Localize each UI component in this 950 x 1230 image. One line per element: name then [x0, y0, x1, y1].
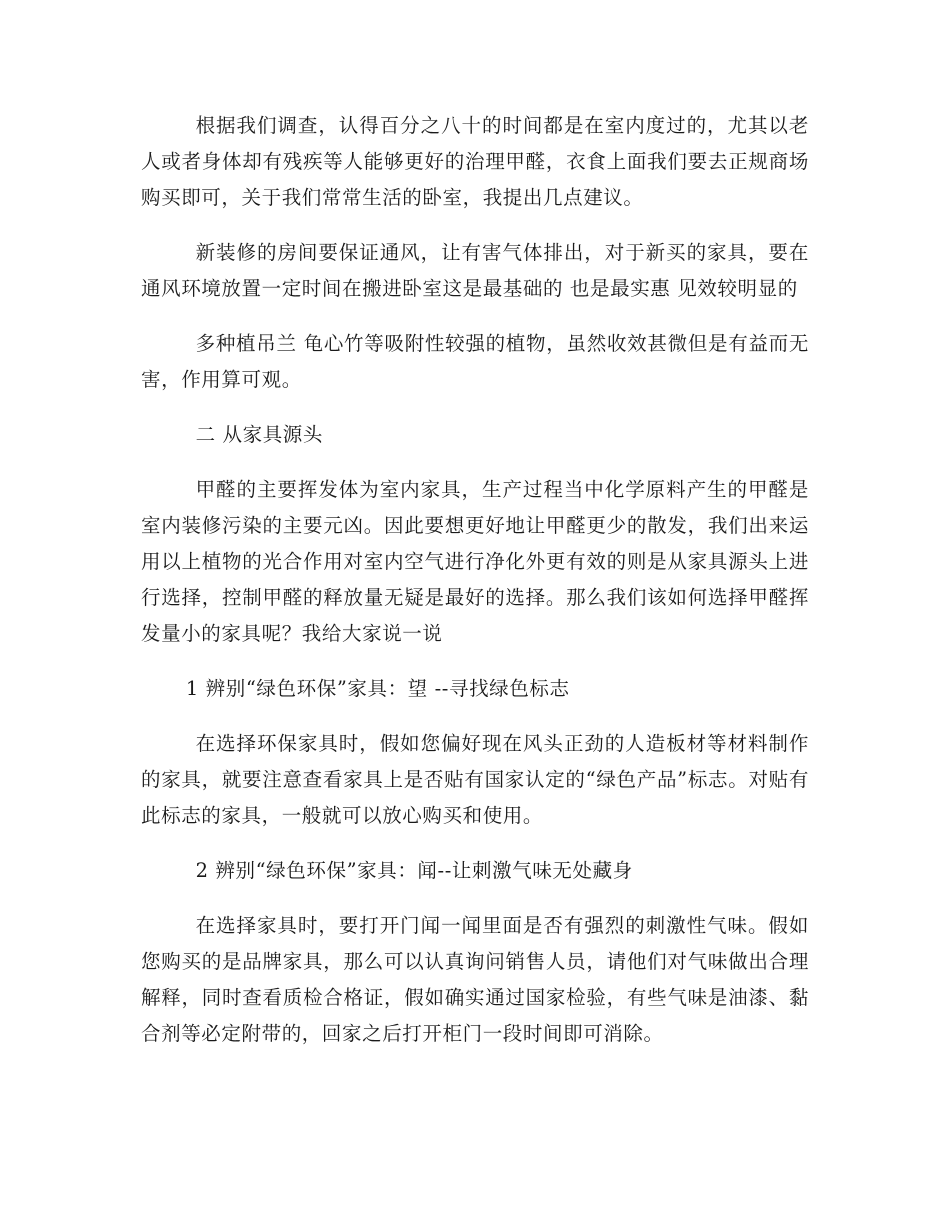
- paragraph-ventilation: 新装修的房间要保证通风，让有害气体排出，对于新买的家具，要在通风环境放置一定时间在搬进卧室这是最基础的 也是最实惠 见效较明显的: [141, 241, 809, 300]
- document-body: [141, 108, 809, 1071]
- subheading-look-green-label: 1 辨别“绿色环保”家具：望 --寻找绿色标志: [185, 677, 570, 700]
- paragraph-furniture-formaldehyde: 甲醛的主要挥发体为室内家具，生产过程当中化学原料产生的甲醛是室内装修污染的主要元凶。因此要想更好地让甲醛更少的散发，我们出来运用以上植物的光合作用对室内空气进行净化外更有效的则是从家具源头上进行选择，控制甲醛的释放量无疑是最好的选择。那么我们该如何选择甲醛挥发量小的家具呢？我给大家说一说: [141, 478, 809, 645]
- paragraph-survey: 根据我们调查，认得百分之八十的时间都是在室内度过的，尤其以老人或者身体却有残疾等人能够更好的治理甲醛，衣食上面我们要去正规商场购买即可，关于我们常常生活的卧室，我提出几点建议。: [141, 114, 809, 209]
- section-heading-furniture-source: 二 从家具源头: [195, 423, 323, 446]
- paragraph-green-label: 在选择环保家具时，假如您偏好现在风头正劲的人造板材等材料制作的家具，就要注意查看家具上是否贴有国家认定的“绿色产品”标志。对贴有此标志的家具，一般就可以放心购买和使用。: [141, 732, 809, 827]
- paragraph-plants: 多种植吊兰 龟心竹等吸附性较强的植物，虽然收效甚微但是有益而无害，作用算可观。: [141, 332, 809, 391]
- paragraph-smell-check: 在选择家具时，要打开门闻一闻里面是否有强烈的刺激性气味。假如您购买的是品牌家具，那么可以认真询问销售人员，请他们对气味做出合理解释，同时查看质检合格证，假如确实通过国家检验，有些气味是油漆、黏合剂等必定附带的，回家之后打开柜门一段时间即可消除。: [141, 914, 809, 1045]
- subheading-smell: 2 辨别“绿色环保”家具：闻--让刺激气味无处藏身: [195, 859, 633, 882]
